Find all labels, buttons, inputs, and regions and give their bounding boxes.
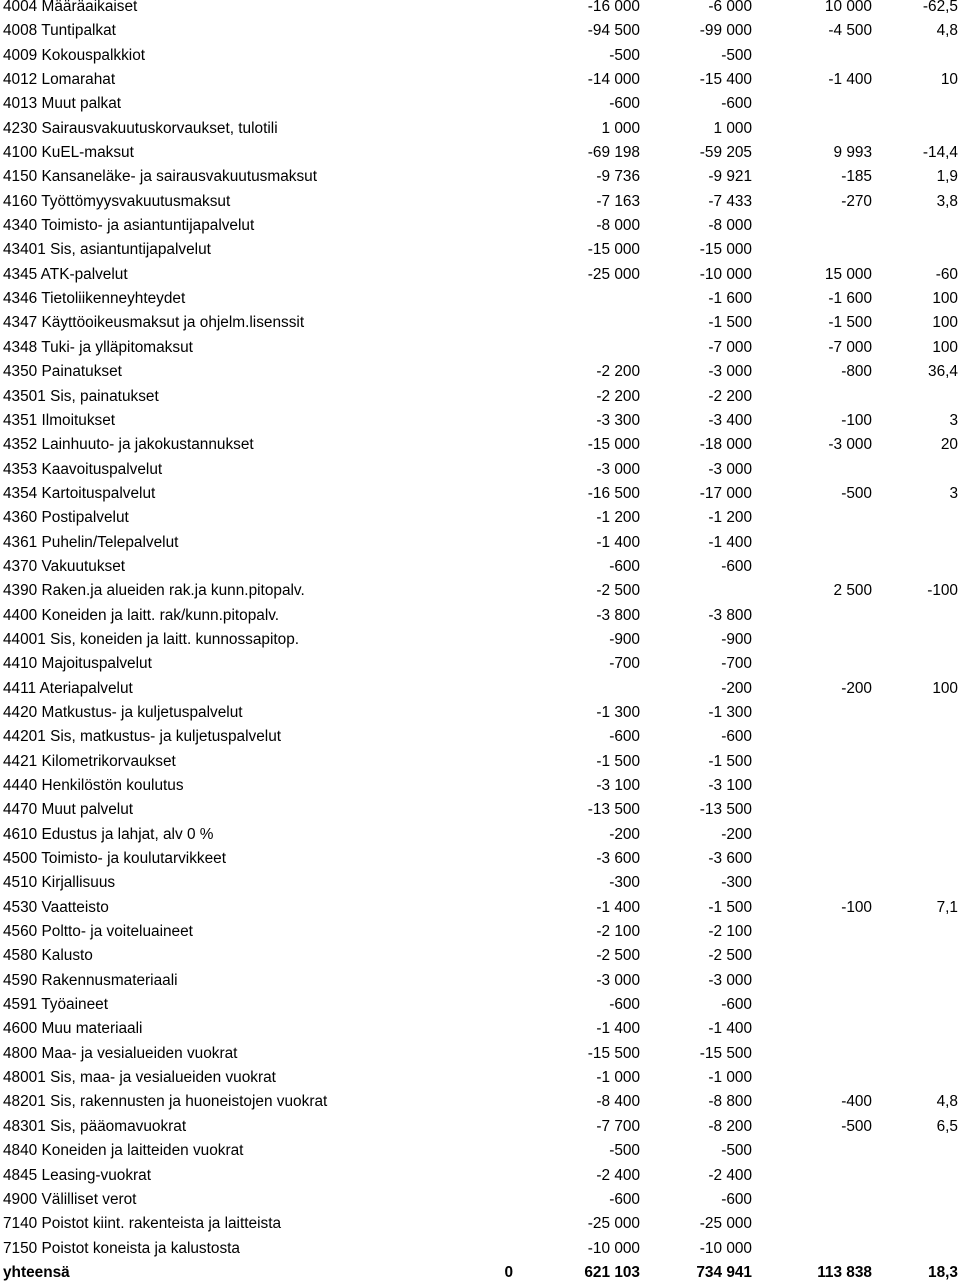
account-name: 4411 Ateriapalvelut: [3, 679, 133, 697]
table-row: [0, 433, 960, 457]
value-cell-4: -500: [841, 1117, 872, 1135]
value-cell-2: -25 000: [587, 1215, 640, 1233]
value-cell-3: -3 000: [708, 363, 752, 381]
value-cell-4: -3 000: [828, 436, 872, 454]
value-cell-2: -300: [609, 874, 640, 892]
total-cell-5: 18,3: [928, 1263, 958, 1281]
value-cell-5: 4,8: [936, 1093, 958, 1111]
value-cell-5: -100: [927, 582, 958, 600]
value-cell-2: -600: [609, 1190, 640, 1208]
account-name: 4800 Maa- ja vesialueiden vuokrat: [3, 1044, 238, 1062]
account-name: 4350 Painatukset: [3, 363, 122, 381]
account-name: 4340 Toimisto- ja asiantuntijapalvelut: [3, 217, 255, 235]
account-name: 4353 Kaavoituspalvelut: [3, 460, 163, 478]
table-row: [0, 311, 960, 335]
account-name: 4500 Toimisto- ja koulutarvikkeet: [3, 850, 226, 868]
value-cell-2: -600: [609, 95, 640, 113]
value-cell-2: -3 300: [596, 411, 640, 429]
value-cell-4: 15 000: [824, 265, 872, 283]
value-cell-3: -3 000: [708, 971, 752, 989]
table-row: [0, 263, 960, 287]
account-name: 4510 Kirjallisuus: [3, 874, 116, 892]
value-cell-5: 100: [932, 314, 958, 332]
value-cell-3: -99 000: [699, 22, 752, 40]
value-cell-3: -59 205: [699, 144, 752, 162]
value-cell-2: -500: [609, 46, 640, 64]
value-cell-3: -600: [721, 1190, 752, 1208]
account-name: 4361 Puhelin/Telepalvelut: [3, 533, 179, 551]
value-cell-3: -18 000: [699, 436, 752, 454]
value-cell-2: -2 200: [596, 387, 640, 405]
value-cell-5: 10: [940, 71, 958, 89]
value-cell-4: 9 993: [833, 144, 872, 162]
table-row: [0, 0, 960, 19]
account-name: 4008 Tuntipalkat: [3, 22, 116, 40]
value-cell-3: -8 000: [708, 217, 752, 235]
table-row: [0, 944, 960, 968]
account-name: 4421 Kilometrikorvaukset: [3, 752, 176, 770]
value-cell-2: -15 500: [587, 1044, 640, 1062]
value-cell-3: -900: [721, 630, 752, 648]
value-cell-4: -200: [841, 679, 872, 697]
value-cell-2: -3 100: [596, 777, 640, 794]
value-cell-4: 10 000: [824, 0, 872, 15]
account-name: 4900 Välilliset verot: [3, 1190, 137, 1208]
value-cell-5: 3: [949, 411, 958, 429]
table-row: [0, 555, 960, 579]
value-cell-2: -2 400: [596, 1166, 640, 1184]
account-name: 4004 Määräaikaiset: [3, 0, 138, 15]
table-row: [0, 579, 960, 603]
value-cell-2: -14 000: [587, 71, 640, 89]
value-cell-3: -8 200: [708, 1117, 752, 1135]
account-name: 44001 Sis, koneiden ja laitt. kunnossapitop.: [3, 630, 300, 648]
table-row: [0, 44, 960, 68]
value-cell-5: 100: [932, 679, 958, 697]
table-row: [0, 774, 960, 798]
value-cell-2: -3 000: [596, 460, 640, 478]
value-cell-2: -16 500: [587, 484, 640, 502]
value-cell-5: 3: [949, 484, 958, 502]
table-row: [0, 1066, 960, 1090]
account-name: 4470 Muut palvelut: [3, 801, 134, 819]
account-name: 44201 Sis, matkustus- ja kuljetuspalvelut: [3, 728, 282, 746]
value-cell-2: -2 500: [596, 947, 640, 965]
account-name: 4100 KuEL-maksut: [3, 144, 134, 162]
table-row: [0, 458, 960, 482]
table-row: [0, 336, 960, 360]
value-cell-5: 6,5: [936, 1117, 958, 1135]
value-cell-3: -3 100: [708, 777, 752, 794]
value-cell-3: -2 100: [708, 923, 752, 941]
value-cell-5: -60: [935, 265, 958, 283]
account-name: 4354 Kartoituspalvelut: [3, 484, 156, 502]
value-cell-3: -1 400: [708, 533, 752, 551]
total-cell-3: 734 941: [696, 1263, 752, 1281]
value-cell-4: -7 000: [828, 338, 872, 356]
table-row: [0, 117, 960, 141]
value-cell-3: -600: [721, 95, 752, 113]
account-name: 4530 Vaatteisto: [3, 898, 109, 916]
value-cell-5: 4,8: [936, 22, 958, 40]
value-cell-3: -3 000: [708, 460, 752, 478]
table-row: [0, 652, 960, 676]
table-row: [0, 823, 960, 847]
value-cell-3: -600: [721, 557, 752, 575]
table-row: [0, 725, 960, 749]
value-cell-3: -3 400: [708, 411, 752, 429]
table-row: [0, 701, 960, 725]
table-row: [0, 677, 960, 701]
table-row: [0, 628, 960, 652]
table-row: [0, 1212, 960, 1236]
value-cell-2: -16 000: [587, 0, 640, 15]
table-row: [0, 969, 960, 993]
total-label: yhteensä: [3, 1263, 70, 1281]
value-cell-5: 7,1: [936, 898, 958, 916]
table-row: [0, 1090, 960, 1114]
value-cell-2: -2 100: [596, 923, 640, 941]
account-name: 4348 Tuki- ja ylläpitomaksut: [3, 338, 193, 356]
value-cell-2: -600: [609, 557, 640, 575]
value-cell-2: -2 500: [596, 582, 640, 600]
value-cell-3: -6 000: [708, 0, 752, 15]
value-cell-2: -1 400: [596, 1020, 640, 1038]
account-name: 7150 Poistot koneista ja kalustosta: [3, 1239, 240, 1257]
value-cell-2: -13 500: [587, 801, 640, 819]
value-cell-3: -2 500: [708, 947, 752, 965]
table-row: [0, 1188, 960, 1212]
account-name: 4345 ATK-palvelut: [3, 265, 128, 283]
account-name: 48001 Sis, maa- ja vesialueiden vuokrat: [3, 1069, 276, 1087]
value-cell-3: -1 600: [708, 290, 752, 308]
table-row: [0, 896, 960, 920]
account-name: 4610 Edustus ja lahjat, alv 0 %: [3, 825, 214, 843]
account-name: 4009 Kokouspalkkiot: [3, 46, 146, 64]
value-cell-4: -500: [841, 484, 872, 502]
value-cell-3: -200: [721, 679, 752, 697]
table-row: [0, 1115, 960, 1139]
value-cell-4: -800: [841, 363, 872, 381]
total-cell-4: 113 838: [817, 1263, 872, 1281]
value-cell-2: -1 500: [596, 752, 640, 770]
account-name: 4845 Leasing-vuokrat: [3, 1166, 152, 1184]
account-name: 43501 Sis, painatukset: [3, 387, 159, 405]
value-cell-4: 2 500: [833, 582, 872, 600]
account-name: 4150 Kansaneläke- ja sairausvakuutusmaksut: [3, 168, 317, 186]
account-name: 4420 Matkustus- ja kuljetuspalvelut: [3, 703, 243, 721]
account-name: 48301 Sis, pääomavuokrat: [3, 1117, 187, 1135]
table-row: [0, 68, 960, 92]
value-cell-3: -3 600: [708, 850, 752, 868]
account-name: 4840 Koneiden ja laitteiden vuokrat: [3, 1142, 244, 1160]
value-cell-2: -9 736: [596, 168, 640, 186]
value-cell-5: -62,5: [922, 0, 958, 15]
account-name: 4351 Ilmoitukset: [3, 411, 116, 429]
account-name: 7140 Poistot kiint. rakenteista ja laitteista: [3, 1215, 282, 1233]
value-cell-2: 1 000: [601, 119, 640, 137]
table-row: [0, 750, 960, 774]
value-cell-2: -69 198: [587, 144, 640, 162]
value-cell-3: -1 300: [708, 703, 752, 721]
account-name: 4370 Vakuutukset: [3, 557, 126, 575]
table-row: [0, 847, 960, 871]
value-cell-3: -9 921: [708, 168, 752, 186]
value-cell-3: -7 000: [708, 338, 752, 356]
value-cell-2: -1 400: [596, 533, 640, 551]
value-cell-2: -900: [609, 630, 640, 648]
table-row: [0, 1042, 960, 1066]
value-cell-3: -25 000: [699, 1215, 752, 1233]
value-cell-4: -100: [841, 898, 872, 916]
value-cell-3: -10 000: [699, 265, 752, 283]
value-cell-3: -8 800: [708, 1093, 752, 1111]
table-row: [0, 1139, 960, 1163]
value-cell-4: -400: [841, 1093, 872, 1111]
value-cell-2: -3 000: [596, 971, 640, 989]
value-cell-2: -1 400: [596, 898, 640, 916]
value-cell-3: -700: [721, 655, 752, 673]
table-row: [0, 19, 960, 43]
value-cell-3: -15 500: [699, 1044, 752, 1062]
value-cell-3: -1 000: [708, 1069, 752, 1087]
table-row: [0, 141, 960, 165]
table-row: [0, 92, 960, 116]
value-cell-5: 20: [940, 436, 958, 454]
value-cell-2: -10 000: [587, 1239, 640, 1257]
value-cell-5: 100: [932, 290, 958, 308]
table-row: [0, 531, 960, 555]
account-name: 43401 Sis, asiantuntijapalvelut: [3, 241, 211, 259]
account-name: 4346 Tietoliikenneyhteydet: [3, 290, 186, 308]
table-row: [0, 604, 960, 628]
account-name: 4390 Raken.ja alueiden rak.ja kunn.pitopalv.: [3, 582, 305, 600]
value-cell-2: -600: [609, 996, 640, 1014]
table-row: [0, 1017, 960, 1041]
value-cell-3: -3 800: [708, 606, 752, 624]
table-row: [0, 1164, 960, 1188]
table-row: [0, 360, 960, 384]
value-cell-2: -15 000: [587, 241, 640, 259]
value-cell-2: -1 300: [596, 703, 640, 721]
value-cell-3: -1 500: [708, 898, 752, 916]
account-name: 4012 Lomarahat: [3, 71, 116, 89]
value-cell-3: -1 400: [708, 1020, 752, 1038]
value-cell-3: -500: [721, 1142, 752, 1160]
table-row: [0, 287, 960, 311]
account-name: 4410 Majoituspalvelut: [3, 655, 152, 673]
table-row: [0, 190, 960, 214]
account-name: 4560 Poltto- ja voiteluaineet: [3, 923, 193, 941]
value-cell-4: -100: [841, 411, 872, 429]
value-cell-3: -200: [721, 825, 752, 843]
table-row: [0, 871, 960, 895]
value-cell-2: -2 200: [596, 363, 640, 381]
value-cell-2: -200: [609, 825, 640, 843]
table-row: [0, 165, 960, 189]
table-row: [0, 506, 960, 530]
table-row: [0, 409, 960, 433]
value-cell-3: -2 200: [708, 387, 752, 405]
value-cell-2: -7 163: [596, 192, 640, 210]
value-cell-2: -700: [609, 655, 640, 673]
account-name: 4580 Kalusto: [3, 947, 93, 965]
table-row: [0, 482, 960, 506]
value-cell-3: -1 200: [708, 509, 752, 527]
value-cell-3: -1 500: [708, 752, 752, 770]
value-cell-4: -185: [841, 168, 872, 186]
account-name: 4600 Muu materiaali: [3, 1020, 143, 1038]
account-name: 4352 Lainhuuto- ja jakokustannukset: [3, 436, 254, 454]
value-cell-2: -1 000: [596, 1069, 640, 1087]
value-cell-2: -1 200: [596, 509, 640, 527]
value-cell-2: -3 600: [596, 850, 640, 868]
account-name: 4013 Muut palkat: [3, 95, 122, 113]
table-row: [0, 238, 960, 262]
value-cell-2: -8 400: [596, 1093, 640, 1111]
value-cell-2: -94 500: [587, 22, 640, 40]
account-name: 4440 Henkilöstön koulutus: [3, 777, 184, 794]
account-name: 4591 Työaineet: [3, 996, 108, 1014]
value-cell-2: -500: [609, 1142, 640, 1160]
value-cell-2: -600: [609, 728, 640, 746]
value-cell-3: -300: [721, 874, 752, 892]
table-row: [0, 214, 960, 238]
value-cell-2: -8 000: [596, 217, 640, 235]
table-row: [0, 385, 960, 409]
value-cell-2: -7 700: [596, 1117, 640, 1135]
table-row: [0, 993, 960, 1017]
value-cell-4: -270: [841, 192, 872, 210]
value-cell-4: -1 500: [828, 314, 872, 332]
table-row: [0, 1237, 960, 1261]
value-cell-5: 100: [932, 338, 958, 356]
account-name: 4230 Sairausvakuutuskorvaukset, tulotili: [3, 119, 278, 137]
value-cell-3: -600: [721, 996, 752, 1014]
value-cell-2: -15 000: [587, 436, 640, 454]
value-cell-2: -3 800: [596, 606, 640, 624]
table-row: [0, 920, 960, 944]
value-cell-3: -17 000: [699, 484, 752, 502]
account-name: 4400 Koneiden ja laitt. rak/kunn.pitopalv.: [3, 606, 280, 624]
account-name: 4160 Työttömyysvakuutusmaksut: [3, 192, 231, 210]
account-name: 4347 Käyttöoikeusmaksut ja ohjelm.lisenssit: [3, 314, 305, 332]
value-cell-3: -15 000: [699, 241, 752, 259]
value-cell-3: -1 500: [708, 314, 752, 332]
value-cell-4: -4 500: [828, 22, 872, 40]
value-cell-3: 1 000: [713, 119, 752, 137]
value-cell-3: -15 400: [699, 71, 752, 89]
total-cell-2: 621 103: [584, 1263, 640, 1281]
value-cell-3: -13 500: [699, 801, 752, 819]
value-cell-3: -7 433: [708, 192, 752, 210]
value-cell-5: 3,8: [936, 192, 958, 210]
value-cell-3: -600: [721, 728, 752, 746]
total-row: [0, 1261, 960, 1285]
value-cell-4: -1 600: [828, 290, 872, 308]
value-cell-5: -14,4: [922, 144, 958, 162]
value-cell-5: 1,9: [936, 168, 958, 186]
account-name: 48201 Sis, rakennusten ja huoneistojen vuokrat: [3, 1093, 328, 1111]
account-name: 4590 Rakennusmateriaali: [3, 971, 178, 989]
table-row: [0, 798, 960, 822]
value-cell-2: -25 000: [587, 265, 640, 283]
value-cell-3: -10 000: [699, 1239, 752, 1257]
total-cell-1: 0: [504, 1263, 513, 1281]
value-cell-3: -2 400: [708, 1166, 752, 1184]
value-cell-5: 36,4: [928, 363, 958, 381]
value-cell-4: -1 400: [828, 71, 872, 89]
account-name: 4360 Postipalvelut: [3, 509, 129, 527]
value-cell-3: -500: [721, 46, 752, 64]
